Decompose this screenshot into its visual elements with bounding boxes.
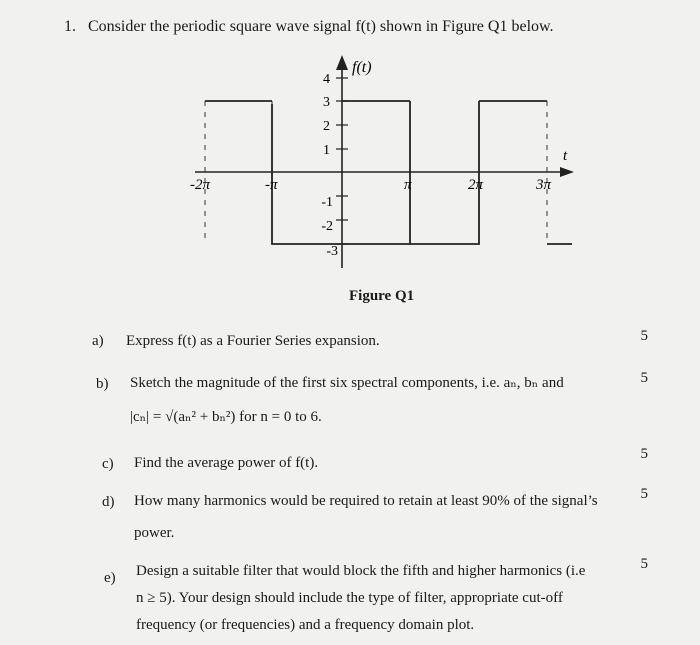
part-d-marks: 5 xyxy=(640,486,648,502)
x-tick-3pi: 3π xyxy=(536,177,552,193)
x-axis-label: t xyxy=(563,148,568,164)
y-axis-label: f(t) xyxy=(352,59,372,76)
part-e-line-1: Design a suitable filter that would block the fifth and higher harmonics (i.e xyxy=(136,563,586,579)
x-tick-neg2pi: -2π xyxy=(190,177,211,193)
part-a-line-1: Express f(t) as a Fourier Series expansion. xyxy=(126,333,380,349)
y-tick-neg2: -2 xyxy=(321,219,333,234)
y-tick-1: 1 xyxy=(323,143,330,158)
part-b-label: b) xyxy=(96,376,109,392)
part-e-line-3: frequency (or frequencies) and a frequency domain plot. xyxy=(136,617,475,633)
y-tick-neg1: -1 xyxy=(321,195,333,210)
part-b-line-1: Sketch the magnitude of the first six spectral components, i.e. aₙ, bₙ and xyxy=(130,375,564,391)
part-e-label: e) xyxy=(104,570,116,586)
question-number: 1. xyxy=(64,18,76,35)
y-tick-2: 2 xyxy=(323,119,330,134)
x-axis-arrow xyxy=(560,167,574,177)
part-a-marks: 5 xyxy=(640,328,648,344)
part-b-line-2: |cₙ| = √(aₙ² + bₙ²) for n = 0 to 6. xyxy=(130,409,322,425)
part-d-label: d) xyxy=(102,494,115,510)
part-d-line-1: How many harmonics would be required to retain at least 90% of the signal’s xyxy=(134,493,598,509)
y-tick-4: 4 xyxy=(323,72,330,87)
part-a-label: a) xyxy=(92,333,104,349)
part-c-line-1: Find the average power of f(t). xyxy=(134,455,319,471)
x-tick-pi: π xyxy=(404,177,412,193)
question-text: Consider the periodic square wave signal f(t) shown in Figure Q1 below. xyxy=(88,18,554,35)
y-tick-neg3: -3 xyxy=(326,244,338,259)
part-e-marks: 5 xyxy=(640,556,648,572)
part-b-marks: 5 xyxy=(640,370,648,386)
y-tick-3: 3 xyxy=(323,95,330,110)
square-wave-figure xyxy=(0,0,700,300)
x-tick-negpi: -π xyxy=(265,177,278,193)
part-c-marks: 5 xyxy=(640,446,648,462)
part-e-line-2: n ≥ 5). Your design should include the type of filter, appropriate cut-off xyxy=(136,590,563,606)
part-c-label: c) xyxy=(102,456,114,472)
part-d-line-2: power. xyxy=(134,525,175,541)
x-tick-2pi: 2π xyxy=(468,177,484,193)
figure-caption: Figure Q1 xyxy=(349,288,415,304)
y-axis-arrow xyxy=(336,55,348,70)
